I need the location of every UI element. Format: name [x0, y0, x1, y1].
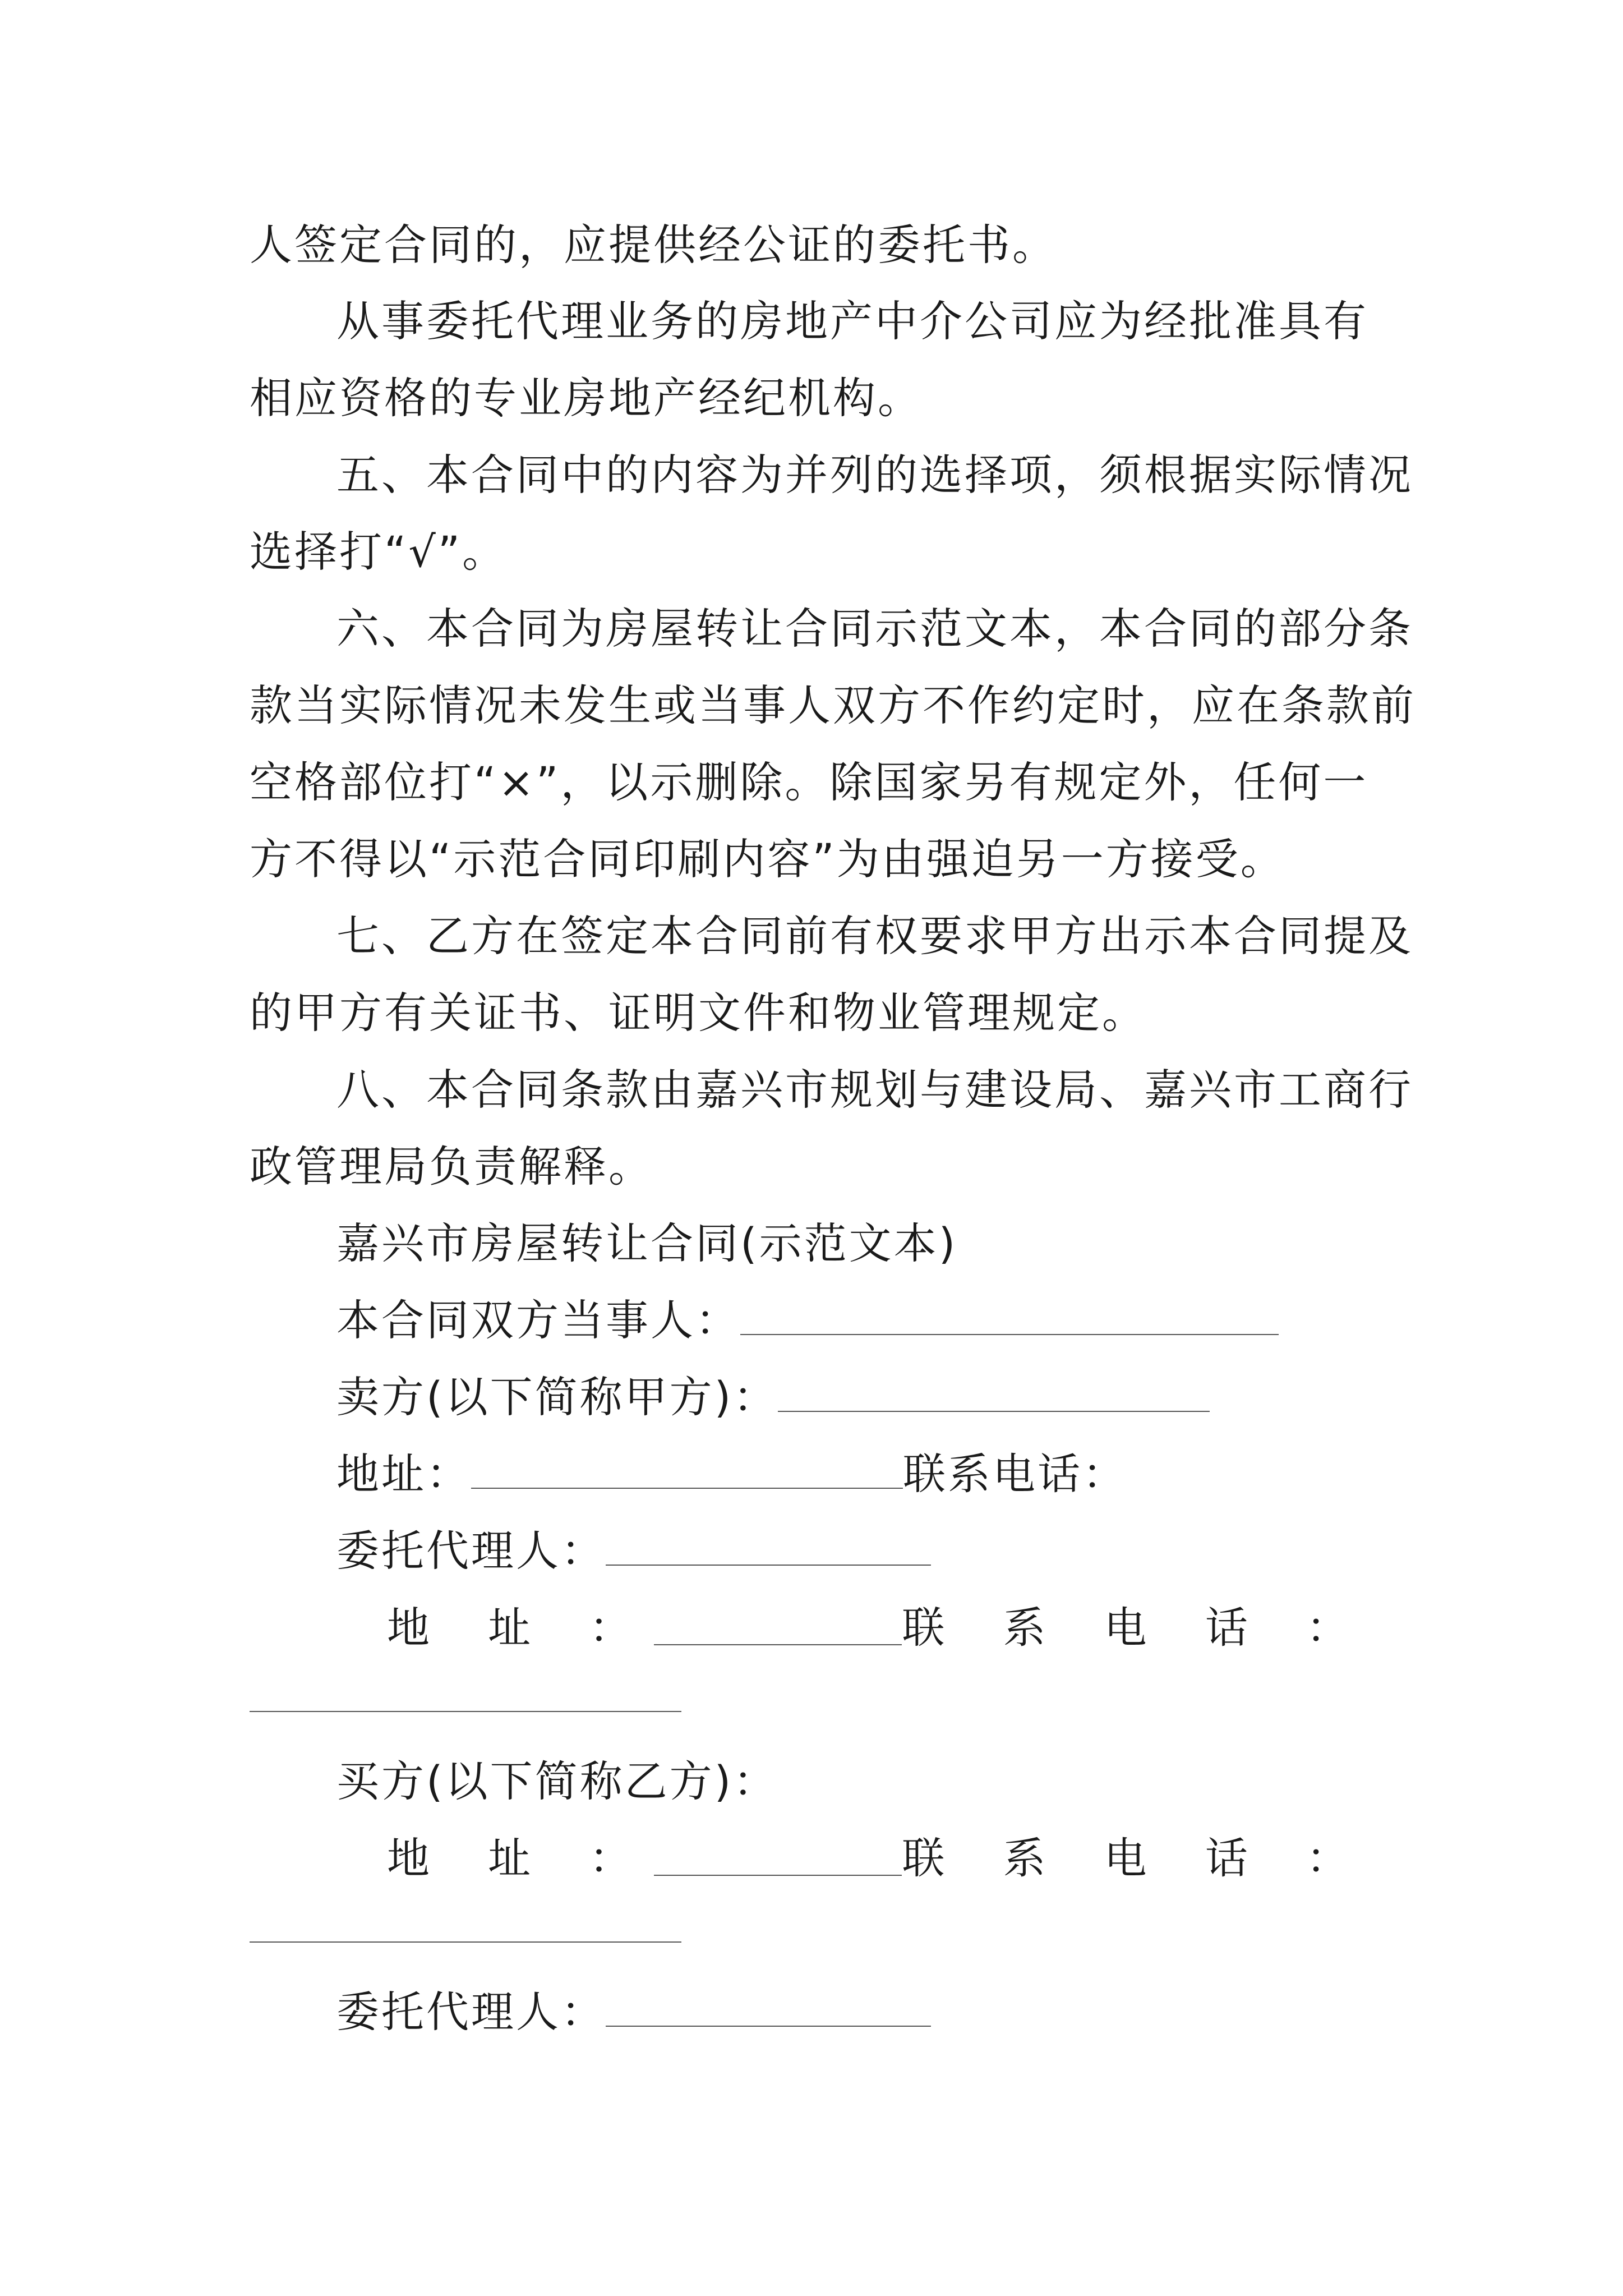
paragraph-line: 五、本合同中的内容为并列的选择项，须根据实际情况	[336, 450, 1413, 500]
paragraph-line: 方不得以“示范合同印刷内容”为由强迫另一方接受。	[250, 834, 1285, 884]
paragraph-line: 六、本合同为房屋转让合同示范文本，本合同的部分条	[336, 604, 1413, 654]
paragraph-line: 的甲方有关证书、证明文件和物业管理规定。	[250, 988, 1147, 1038]
buyer-address-blank[interactable]	[654, 1841, 902, 1876]
paragraph-line: 相应资格的专业房地产经纪机构。	[250, 373, 923, 423]
buyer-agent-label: 委托代理人：	[336, 1987, 606, 2037]
seller-agent-address-blank[interactable]	[654, 1611, 902, 1645]
paragraph-line: 从事委托代理业务的房地产中介公司应为经批准具有	[336, 296, 1368, 346]
seller-label: 卖方(以下简称甲方)：	[336, 1372, 778, 1422]
paragraph-line: 空格部位打“×”，以示删除。除国家另有规定外，任何一	[250, 757, 1368, 807]
buyer-phone-label: 联 系 电 话 ：	[902, 1833, 1371, 1883]
seller-row	[336, 1366, 1388, 1428]
buyer-label: 买方(以下简称乙方)：	[336, 1756, 778, 1806]
buyer-address-label: 地 址 ：	[387, 1833, 654, 1883]
parties-row	[336, 1290, 1388, 1351]
contract-title: 嘉兴市房屋转让合同(示范文本)	[336, 1218, 958, 1268]
paragraph-line: 选择打“√”。	[250, 527, 508, 577]
seller-address-row	[336, 1443, 1388, 1505]
seller-agent-label: 委托代理人：	[336, 1526, 606, 1576]
seller-blank[interactable]	[778, 1377, 1210, 1412]
buyer-agent-row	[336, 1981, 1388, 2043]
paragraph-line: 款当实际情况未发生或当事人双方不作约定时，应在条款前	[250, 680, 1416, 730]
paragraph-line: 八、本合同条款由嘉兴市规划与建设局、嘉兴市工商行	[336, 1065, 1413, 1115]
seller-agent-phone-label: 联 系 电 话 ：	[902, 1603, 1371, 1653]
paragraph-line: 人签定合同的，应提供经公证的委托书。	[250, 220, 1057, 270]
parties-blank[interactable]	[740, 1300, 1279, 1335]
seller-address-blank[interactable]	[471, 1454, 903, 1489]
seller-phone-label: 联系电话：	[903, 1449, 1127, 1499]
buyer-address-row	[387, 1828, 1371, 1889]
seller-address-label: 地址：	[336, 1449, 471, 1499]
buyer-phone-blank[interactable]	[250, 1941, 681, 1943]
seller-agent-row	[336, 1520, 1388, 1582]
seller-agent-address-row	[387, 1597, 1371, 1659]
seller-agent-address-label: 地 址 ：	[387, 1603, 654, 1653]
parties-label: 本合同双方当事人：	[336, 1295, 740, 1345]
seller-agent-phone-blank[interactable]	[250, 1711, 681, 1712]
paragraph-line: 政管理局负责解释。	[250, 1142, 653, 1191]
buyer-agent-blank[interactable]	[606, 1992, 931, 2027]
seller-agent-blank[interactable]	[606, 1531, 931, 1566]
paragraph-line: 七、乙方在签定本合同前有权要求甲方出示本合同提及	[336, 911, 1413, 961]
